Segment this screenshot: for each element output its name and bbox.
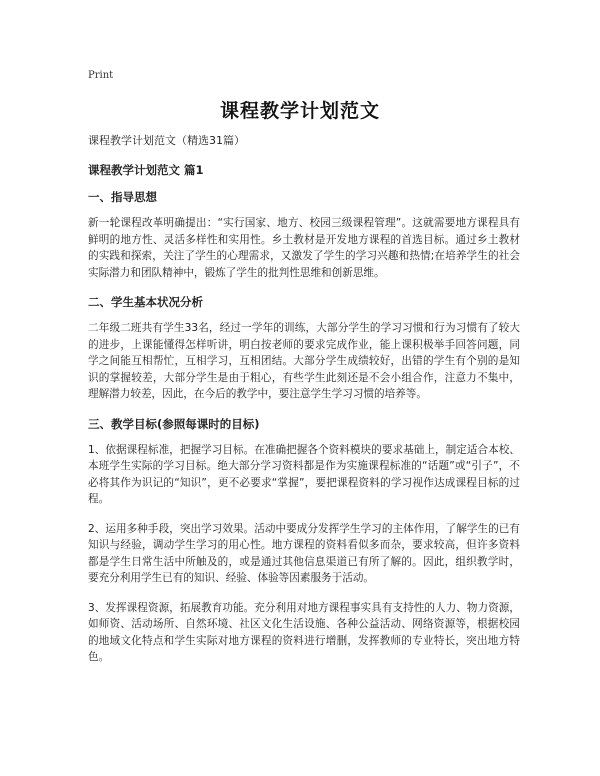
- paragraph: 1、依据课程标准，把握学习目标。在准确把握各个资料模块的要求基础上，制定适合本校、本班学生实际的学习目标。绝大部分学习资料都是作为实施课程标准的“话题”或“引子”，不必将其作为识记的“知识”，更不必要求“掌握”，要把课程资料的学习视作达成课程目标的过程。: [88, 443, 520, 505]
- section-heading: 三、教学目标(参照每课时的目标): [88, 416, 260, 431]
- section-teaching-goals: [88, 416, 520, 666]
- section-heading: 一、指导思想: [88, 190, 157, 204]
- paragraph: 二年级二班共有学生33名，经过一学年的训练，大部分学生的学习习惯和行为习惯有了较大的进步，上课能懂得怎样听讲，明白按老师的要求完成作业，能上课积极举手回答问题，同学之间能互相帮忙，互相学习，互相团结。大部分学生成绩较好，出错的学生有个别的是知识的掌握较差，大部分学生是由于粗心，有些学生此刻还是不会小组合作，注意力不集中，理解潜力较差，因此，在今后的教学中，要注意学生学习习惯的培养等。: [88, 322, 520, 400]
- part-heading: 课程教学计划范文 篇1: [88, 163, 204, 177]
- document-subtitle: 课程教学计划范文（精选31篇）: [88, 134, 245, 147]
- paragraph: 2、运用多种手段，突出学习效果。活动中要成分发挥学生学习的主体作用，了解学生的已有知识与经验，调动学生学习的用心性。地方课程的资料看似多而杂，要求较高，但许多资料都是学生日常生活中所触及的，或是通过其他信息渠道已有所了解的。因此，组织教学时，要充分利用学生已有的知识、经验、体验等因素服务于活动。: [88, 522, 520, 584]
- section-guiding-ideas: [88, 189, 520, 281]
- section-student-analysis: [88, 294, 520, 403]
- paragraph: 新一轮课程改革明确提出：“实行国家、地方、校园三级课程管理”。这就需要地方课程具有鲜明的地方性、灵活多样性和实用性。乡土教材是开发地方课程的首选目标。通过乡土教材的实践和探索，关注了学生的心理需求，又激发了学生的学习兴趣和热情;在培养学生的社会实际潜力和团队精神中，锻炼了学生的批判性思维和创新思维。: [88, 217, 520, 279]
- document-body: [88, 133, 520, 679]
- section-heading: 二、学生基本状况分析: [88, 295, 203, 309]
- paragraph: 3、发挥课程资源，拓展教育功能。充分利用对地方课程事实具有支持性的人力、物力资源，如师资、活动场所、自然环境、社区文化生活设施、各种公益活动、网络资源等，根据校园的地域文化特点和学生实际对地方课程的资料进行增删，发挥教师的专业特长，突出地方特色。: [88, 601, 520, 663]
- page-title: 课程教学计划范文: [219, 100, 380, 122]
- print-link[interactable]: Print: [88, 70, 114, 81]
